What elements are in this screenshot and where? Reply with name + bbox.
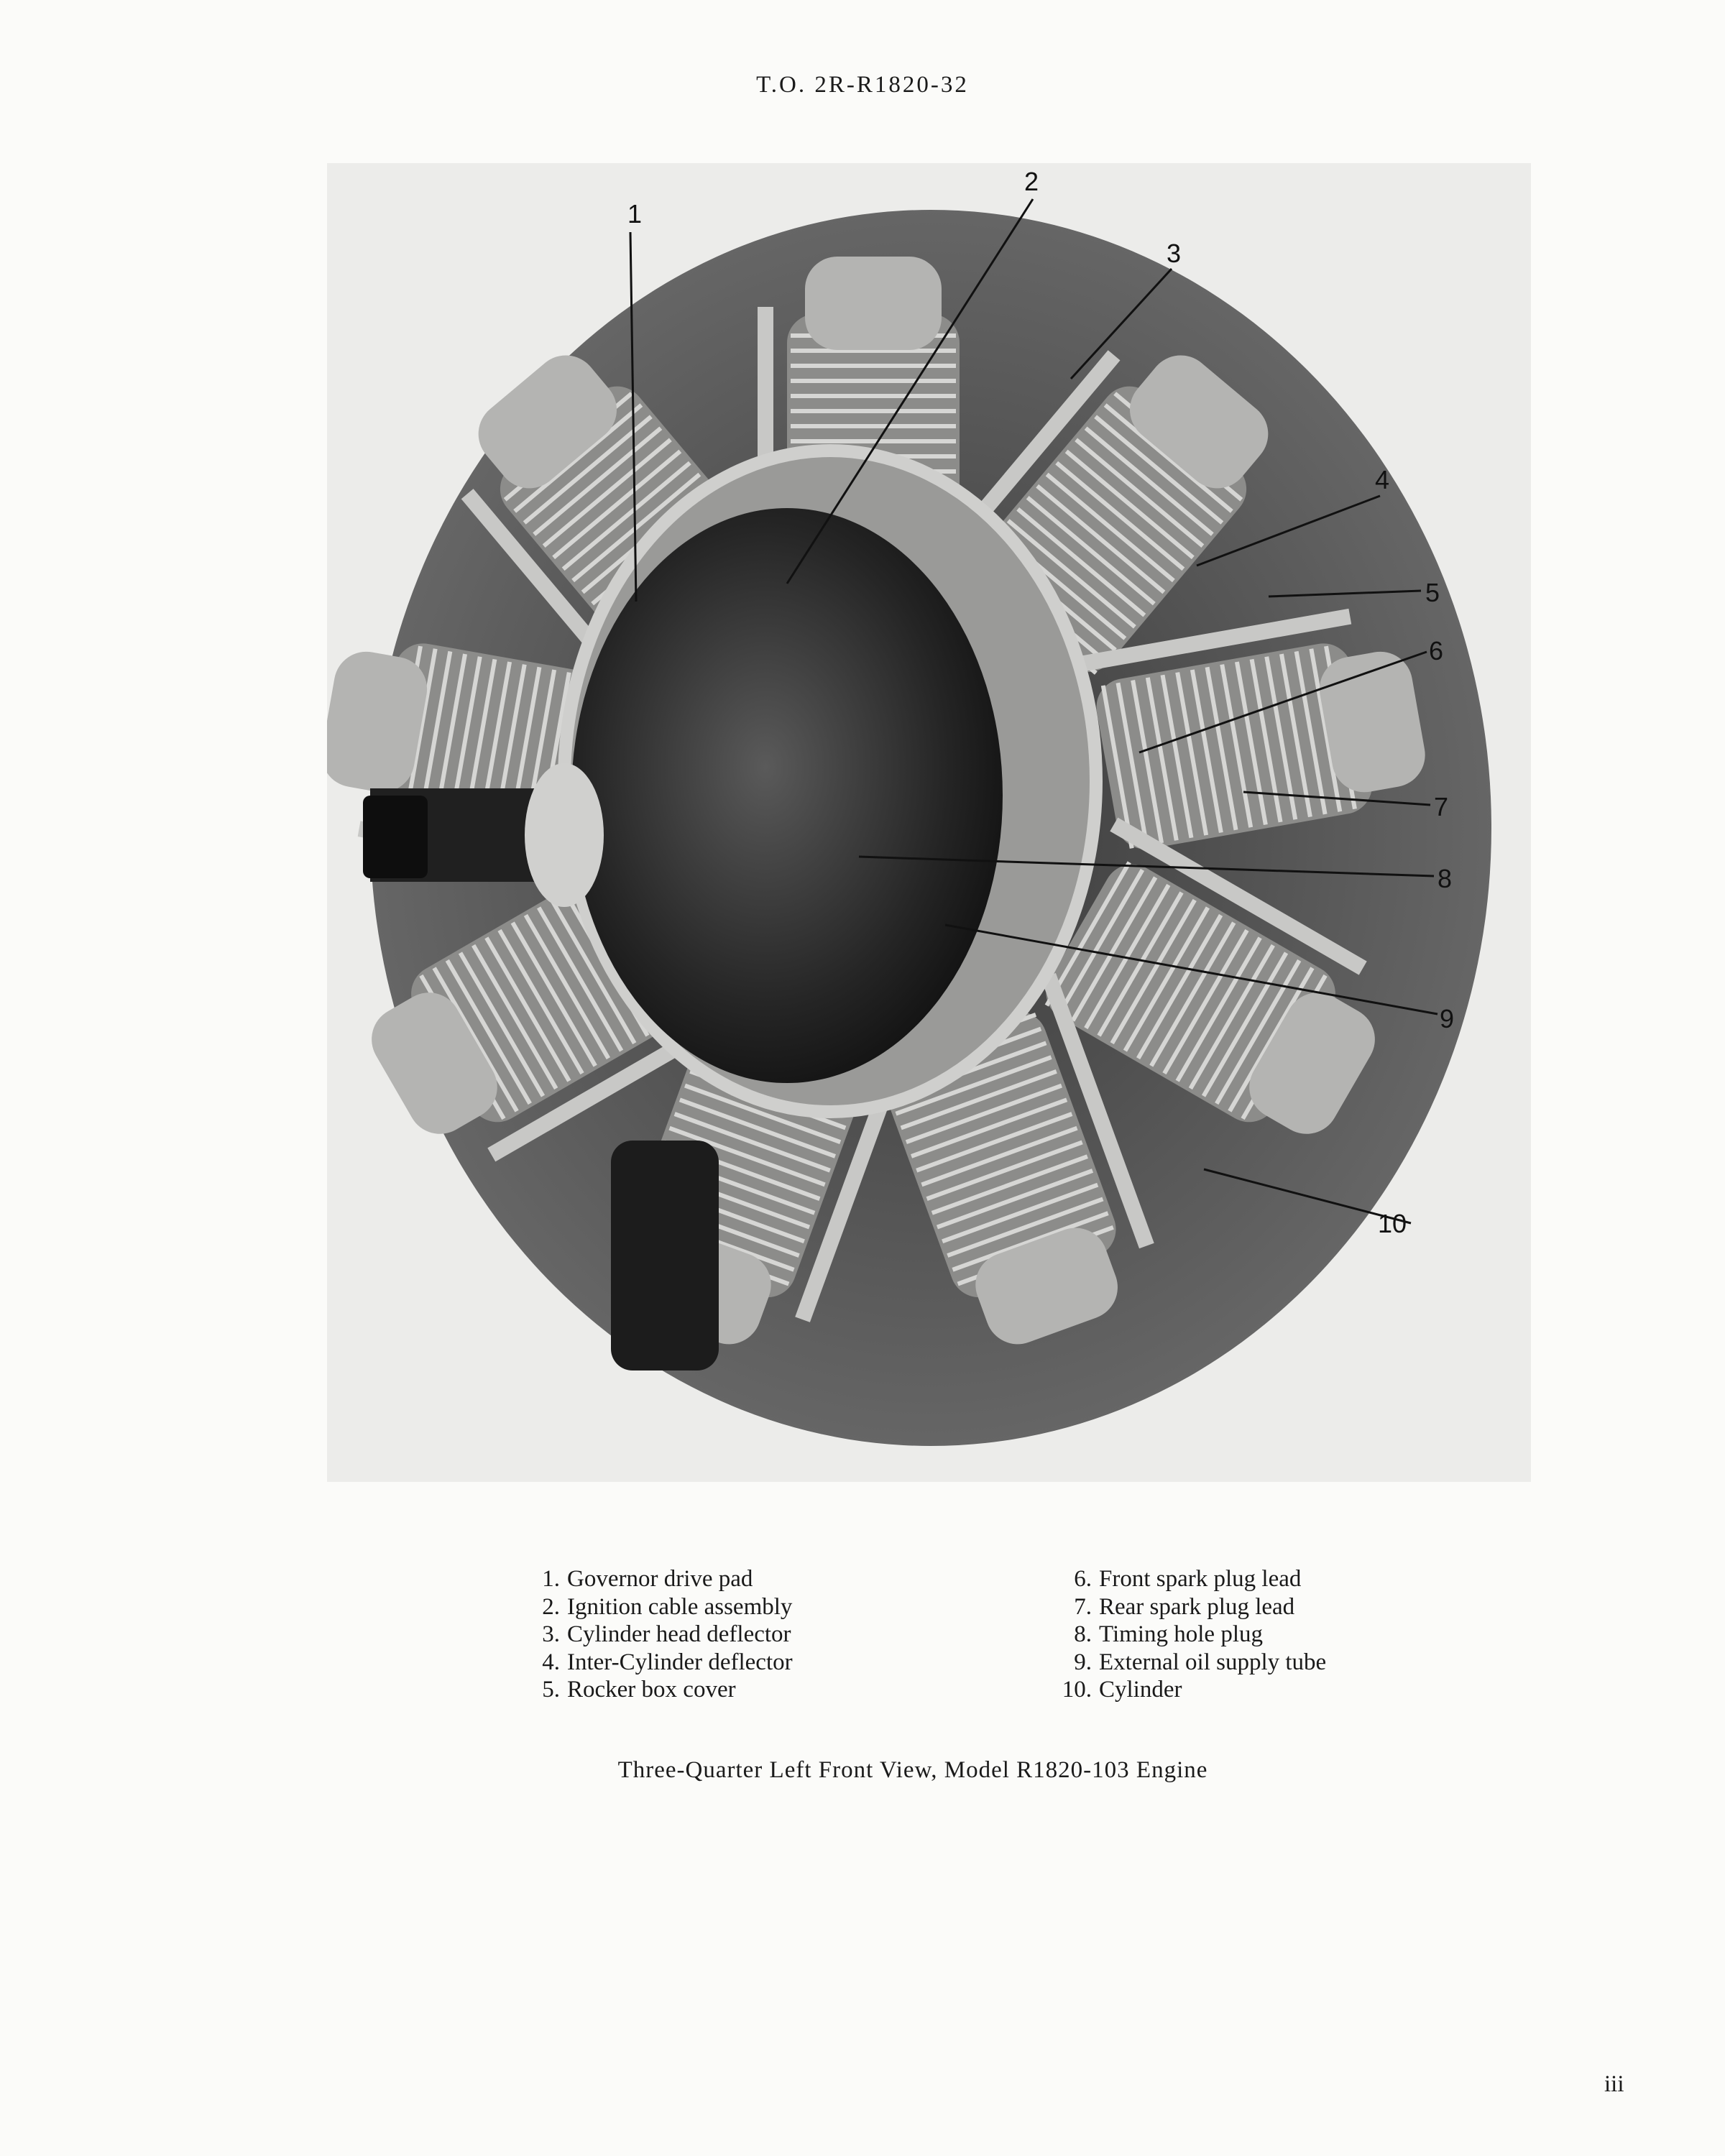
callout-6: 6 [1429, 636, 1444, 665]
legend-item: 3. Cylinder head deflector [542, 1621, 791, 1647]
shaft-cap [363, 796, 428, 878]
legend-item: 4. Inter-Cylinder deflector [542, 1649, 793, 1675]
callout-1: 1 [627, 199, 643, 229]
legend-item: 8. Timing hole plug [1074, 1621, 1263, 1647]
callout-7: 7 [1434, 792, 1449, 821]
legend-item: 9. External oil supply tube [1074, 1649, 1327, 1675]
radial-engine-illustration [327, 163, 1531, 1482]
legend-item: 2. Ignition cable assembly [542, 1593, 793, 1620]
legend-left [521, 1565, 793, 1704]
shaft-flange [525, 763, 604, 907]
legend-item: 1. Governor drive pad [542, 1566, 753, 1592]
figure-caption: Three-Quarter Left Front View, Model R1820-103 Engine [617, 1757, 1208, 1783]
legend-item: 5. Rocker box cover [542, 1677, 736, 1703]
legend-item: 6. Front spark plug lead [1074, 1566, 1302, 1592]
legend-right [1053, 1565, 1326, 1704]
oil-sump [611, 1141, 719, 1370]
callout-5: 5 [1425, 578, 1440, 607]
callout-9: 9 [1440, 1004, 1455, 1033]
callout-4: 4 [1375, 465, 1390, 494]
page-number: iii [1604, 2071, 1624, 2097]
callout-2: 2 [1024, 167, 1039, 196]
callout-8: 8 [1438, 864, 1453, 893]
callout-10: 10 [1378, 1209, 1407, 1238]
legend-item: 7. Rear spark plug lead [1074, 1593, 1295, 1620]
legend-item: 10. Cylinder [1062, 1677, 1182, 1703]
callout-3: 3 [1167, 239, 1182, 268]
engine-photo [327, 163, 1531, 1482]
document-header: T.O. 2R-R1820-32 [756, 72, 969, 98]
